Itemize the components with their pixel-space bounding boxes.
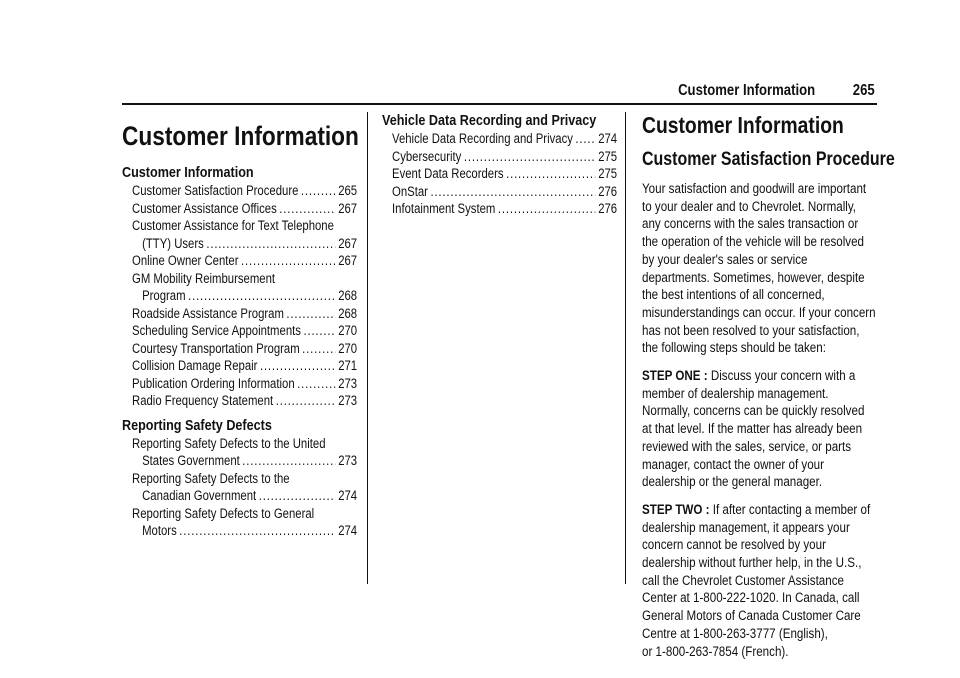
text-line: Normally, concerns can be quickly resolved [642,403,865,419]
toc-page-number: 270 [338,340,358,356]
toc-leader-dots [260,357,336,375]
toc-entry-text: Motors [142,523,177,538]
body-title: Customer Information [642,112,844,138]
toc-entry[interactable] [122,435,358,470]
text-line: to your dealer and to Chevrolet. Normally, [642,198,857,214]
toc-heading-vehicle-data-recording: Vehicle Data Recording and Privacy [382,112,597,129]
text-line: misunderstandings can occur. If your concern [642,304,876,320]
toc-leader-dots [297,375,336,393]
toc-entry[interactable] [122,375,358,393]
text-line: dealership or the general manager. [642,474,823,490]
text-line: member of dealership management. [642,385,829,401]
column-divider-1 [367,112,368,584]
header-page-number: 265 [853,82,875,99]
toc-leader-dots [206,235,335,253]
toc-page-number: 267 [338,235,358,251]
text-line: reviewed with the sales, service, or parts [642,438,852,454]
text-line: concern cannot be resolved by your [642,537,826,553]
toc-entry[interactable] [122,252,358,270]
toc-entry-text: States Government [142,453,240,468]
toc-page-number: 275 [598,148,618,164]
toc-entry-text: Reporting Safety Defects to the United [132,435,326,451]
toc-page-number: 273 [338,393,358,408]
toc-list-customer-information [122,182,358,410]
step-text: Discuss your concern with a [707,368,856,384]
toc-page-number: 276 [598,183,618,199]
toc-leader-dots [188,287,336,305]
step-label: STEP ONE : [642,368,708,384]
toc-entry-text: Customer Assistance for Text Telephone [132,218,334,233]
text-line: manager, contact the owner of your [642,456,824,472]
column-divider-2 [625,112,626,584]
toc-entry[interactable] [122,305,358,323]
toc-list-reporting-safety-defects [122,435,358,540]
toc-entry[interactable] [382,165,618,183]
toc-page-number: 274 [338,488,358,503]
toc-page-number: 267 [338,200,358,216]
text-line: or 1-800-263-7854 (French). [642,643,789,659]
toc-page-number: 268 [338,305,358,321]
toc-entry[interactable] [122,217,358,252]
header-section-title: Customer Information [677,82,815,99]
toc-entry-text: Customer Satisfaction Procedure [132,183,299,198]
toc-entry-text: Radio Frequency Statement [132,393,274,408]
toc-entry[interactable] [122,270,358,305]
toc-entry-text: (TTY) Users [142,235,204,251]
toc-leader-dots [279,200,335,218]
toc-entry-text: Online Owner Center [132,253,239,268]
toc-entry[interactable] [122,505,358,540]
toc-heading-reporting-safety-defects: Reporting Safety Defects [122,416,272,434]
text-line: the operation of the vehicle will be resolved [642,234,865,250]
text-line: the best intentions of all concerned, [642,287,825,303]
toc-page-number: 271 [338,358,358,373]
toc-leader-dots [286,305,335,323]
toc-entry-text: Cybersecurity [392,148,462,164]
text-line: the following steps should be taken: [642,340,826,356]
toc-page-number: 275 [598,166,618,181]
toc-entry-text: Roadside Assistance Program [132,305,284,321]
text-line: dealership management, it appears your [642,519,850,535]
text-line: dealership without further help, in the U.S., [642,555,862,571]
text-line: Your satisfaction and goodwill are important [642,181,867,196]
toc-entry-text: Canadian Government [142,488,257,503]
text-line: Center at 1-800-222-1020. In Canada, call [642,590,860,606]
toc-leader-dots [179,522,335,540]
text-line: by your dealer's sales or service [642,251,808,267]
toc-leader-dots [506,165,596,183]
text-line: any concerns with the sales transaction or [642,216,859,232]
toc-page-number: 267 [338,253,358,268]
text-line [642,367,879,385]
toc-entry-text: Publication Ordering Information [132,375,295,391]
toc-entry[interactable] [382,183,618,201]
toc-entry-text: Program [142,288,186,303]
toc-entry[interactable] [122,340,358,358]
intro-paragraph [642,180,878,357]
chapter-title: Customer Information [122,121,359,151]
page-header [122,82,877,104]
body-subtitle: Customer Satisfaction Procedure [642,149,895,170]
toc-leader-dots [241,252,336,270]
text-line: General Motors of Canada Customer Care [642,608,861,624]
toc-page-number: 274 [598,131,618,146]
text-line [642,501,879,519]
toc-entry[interactable] [382,200,618,218]
step-one-paragraph [642,367,878,491]
toc-entry-text: Customer Assistance Offices [132,200,277,216]
text-line: Centre at 1-800-263-3777 (English), [642,625,828,641]
toc-entry[interactable] [122,470,358,505]
toc-entry[interactable] [122,392,358,410]
toc-leader-dots [498,200,596,218]
toc-entry-text: OnStar [392,183,428,199]
toc-page-number: 273 [338,453,358,468]
step-label: STEP TWO : [642,501,710,517]
toc-entry-text: Event Data Recorders [392,166,504,181]
toc-entry[interactable] [122,200,358,218]
toc-entry[interactable] [122,322,358,340]
toc-entry[interactable] [382,148,618,166]
toc-entry-text: Reporting Safety Defects to the [132,470,290,486]
toc-leader-dots [303,322,335,340]
toc-entry[interactable] [122,182,358,200]
text-line: has not been resolved to your satisfaction, [642,322,860,338]
toc-leader-dots [302,340,335,358]
toc-entry-text: Reporting Safety Defects to General [132,505,315,521]
step-two-paragraph [642,501,878,660]
toc-entry-text: Vehicle Data Recording and Privacy [392,131,573,146]
toc-leader-dots [242,452,335,470]
toc-page-number: 265 [338,183,358,198]
toc-heading-customer-information: Customer Information [122,164,254,181]
toc-entry-text: Courtesy Transportation Program [132,340,300,356]
toc-entry-text: GM Mobility Reimbursement [132,270,276,286]
toc-column-middle [382,112,616,218]
body-column [642,112,895,660]
header-rule [122,103,877,105]
toc-leader-dots [259,487,336,505]
toc-leader-dots [301,182,336,200]
text-line: departments. Sometimes, however, despite [642,269,865,285]
toc-page-number: 274 [338,523,358,538]
toc-entry[interactable] [122,357,358,375]
toc-entry-text: Infotainment System [392,201,496,216]
toc-page-number: 276 [598,201,618,216]
toc-entry-text: Collision Damage Repair [132,358,258,373]
toc-page-number: 270 [338,323,358,338]
toc-list-vehicle-data-recording [382,130,616,218]
toc-leader-dots [276,392,336,410]
toc-page-number: 273 [338,375,358,391]
toc-leader-dots [464,148,596,166]
text-line: at that level. If the matter has already been [642,421,863,437]
toc-page-number: 268 [338,288,358,303]
step-text: If after contacting a member of [709,501,871,517]
toc-leader-dots [575,130,595,148]
toc-leader-dots [430,183,595,201]
toc-entry-text: Scheduling Service Appointments [132,323,301,338]
toc-column-left [122,112,358,540]
toc-entry[interactable] [382,130,618,148]
text-line: call the Chevrolet Customer Assistance [642,572,844,588]
